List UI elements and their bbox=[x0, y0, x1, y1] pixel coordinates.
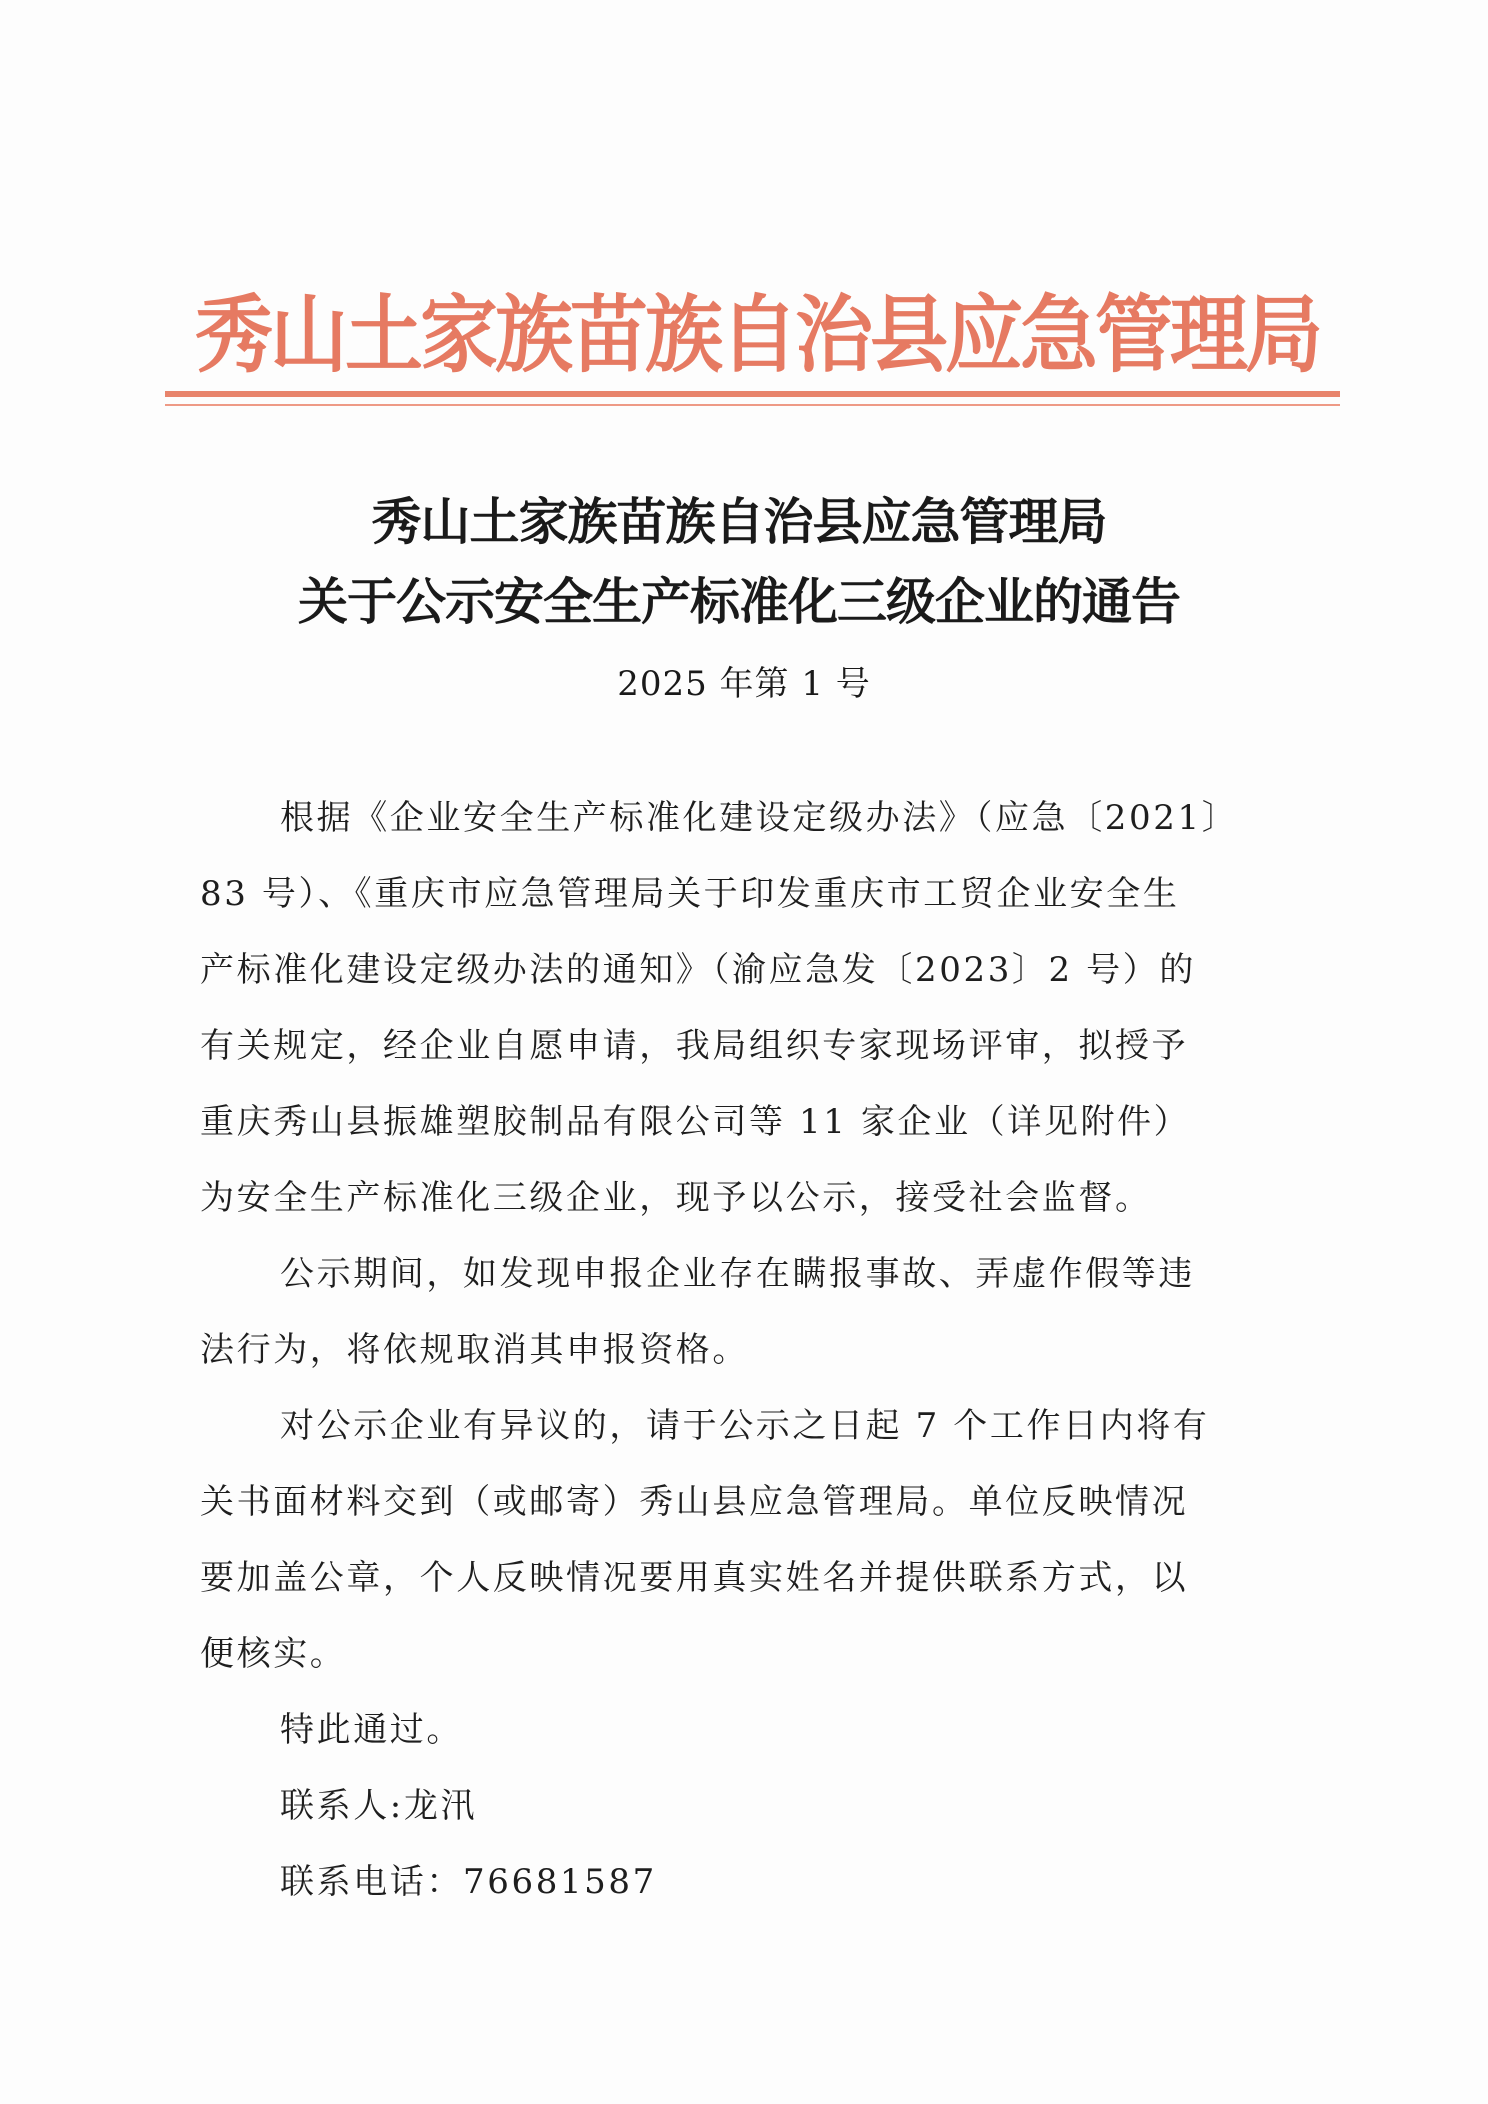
body-line: 83 号）、《重庆市应急管理局关于印发重庆市工贸企业安全生 bbox=[200, 874, 1180, 914]
body-line: 便核实。 bbox=[200, 1634, 347, 1674]
body-line: 要加盖公章，个人反映情况要用真实姓名并提供联系方式，以 bbox=[200, 1558, 1189, 1598]
closing-line: 特此通过。 bbox=[280, 1710, 463, 1750]
letterhead-rule-thick bbox=[165, 391, 1340, 397]
body-line: 公示期间，如发现申报企业存在瞒报事故、弄虚作假等违 bbox=[280, 1254, 1195, 1294]
letterhead-org-name: 秀山土家族苗族自治县应急管理局 bbox=[195, 286, 1321, 385]
contact-person: 联系人:龙汛 bbox=[280, 1786, 478, 1826]
document-title-line1: 秀山土家族苗族自治县应急管理局 bbox=[371, 492, 1107, 551]
body-line: 重庆秀山县振雄塑胶制品有限公司等 11 家企业（详见附件） bbox=[200, 1102, 1191, 1142]
body-line: 为安全生产标准化三级企业，现予以公示，接受社会监督。 bbox=[200, 1178, 1152, 1218]
contact-phone: 联系电话：76681587 bbox=[280, 1862, 657, 1902]
body-line: 法行为，将依规取消其申报资格。 bbox=[200, 1330, 749, 1370]
body-line: 关书面材料交到（或邮寄）秀山县应急管理局。单位反映情况 bbox=[200, 1482, 1189, 1522]
body-line: 有关规定，经企业自愿申请，我局组织专家现场评审，拟授予 bbox=[200, 1026, 1189, 1066]
body-line: 产标准化建设定级办法的通知》（渝应急发〔2023〕2 号）的 bbox=[200, 950, 1196, 990]
document-title-line2: 关于公示安全生产标准化三级企业的通告 bbox=[298, 572, 1180, 631]
body-line: 对公示企业有异议的，请于公示之日起 7 个工作日内将有 bbox=[280, 1406, 1210, 1446]
document-number: 2025 年第 1 号 bbox=[617, 664, 871, 704]
letterhead-rule-thin bbox=[165, 404, 1340, 406]
body-line: 根据《企业安全生产标准化建设定级办法》（应急〔2021〕 bbox=[280, 798, 1239, 838]
